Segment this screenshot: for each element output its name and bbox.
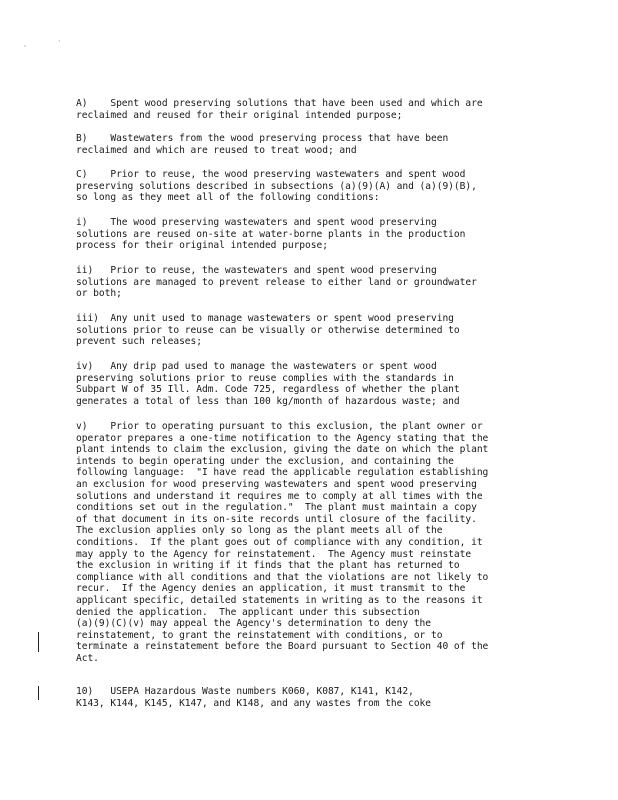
paragraph-c: C) Prior to reuse, the wood preserving wastewaters and spent wood preserving solutions described in subsections (a)(9)(A) and (a)(9)(B), so long as they meet all of the following conditions:	[76, 169, 477, 204]
revision-bar-upper	[38, 632, 39, 652]
paragraph-b: B) Wastewaters from the wood preserving process that have been reclaimed and which are reused to treat wood; and	[76, 133, 449, 156]
revision-bar-lower	[38, 686, 39, 700]
paragraph-v: v) Prior to operating pursuant to this exclusion, the plant owner or operator prepares a one-time notification to the Agency stating that the plant intends to claim the exclusion, giving the date on which the plant intends to begin operating under the exclusion, and containing the following language: "I have read the applicable regulation establishing an exclusion for wood preserving wastewaters and spent wood preserving solutions and understand it requires me to comply at all times with the conditions set out in the regulation." The plant must maintain a copy of that document in its on-site records until closure of the facility. The exclusion applies only so long as the plant meets all of the conditions. If the plant goes out of compliance with any condition, it may apply to the Agency for reinstatement. The Agency must reinstate the exclusion in writing if it finds that the plant has returned to compliance with all conditions and that the violations are not likely to recur. If the Agency denies an application, it must transmit to the applicant specific, detailed statements in writing as to the reasons it denied the application. The applicant under this subsection (a)(9)(C)(v) may appeal the Agency's determination to deny the reinstatement, to grant the reinstatement with conditions, or to terminate a reinstatement before the Board pursuant to Section 40 of the Act.	[76, 421, 489, 664]
paragraph-iii: iii) Any unit used to manage wastewaters or spent wood preserving solutions prior to reuse can be visually or otherwise determined to prevent such releases;	[76, 313, 460, 348]
paragraph-i: i) The wood preserving wastewaters and spent wood preserving solutions are reused on-site at water-borne plants in the production process for their original intended purpose;	[76, 217, 466, 252]
paragraph-a: A) Spent wood preserving solutions that have been used and which are reclaimed and reused for their original intended purpose;	[76, 98, 483, 121]
scan-speck-left: '	[24, 44, 26, 52]
paragraph-iv: iv) Any drip pad used to manage the wastewaters or spent wood preserving solutions prior to reuse complies with the standards in Subpart W of 35 Ill. Adm. Code 725, regardless of whether the plant generates a total of less than 100 kg/month of hazardous waste; and	[76, 361, 460, 407]
paragraph-ii: ii) Prior to reuse, the wastewaters and spent wood preserving solutions are managed to prevent release to either land or groundwater or both;	[76, 265, 477, 300]
scan-speck-right: `	[58, 40, 62, 48]
paragraph-10: 10) USEPA Hazardous Waste numbers K060, K087, K141, K142, K143, K144, K145, K147, and K148, and any wastes from the coke	[76, 686, 432, 709]
